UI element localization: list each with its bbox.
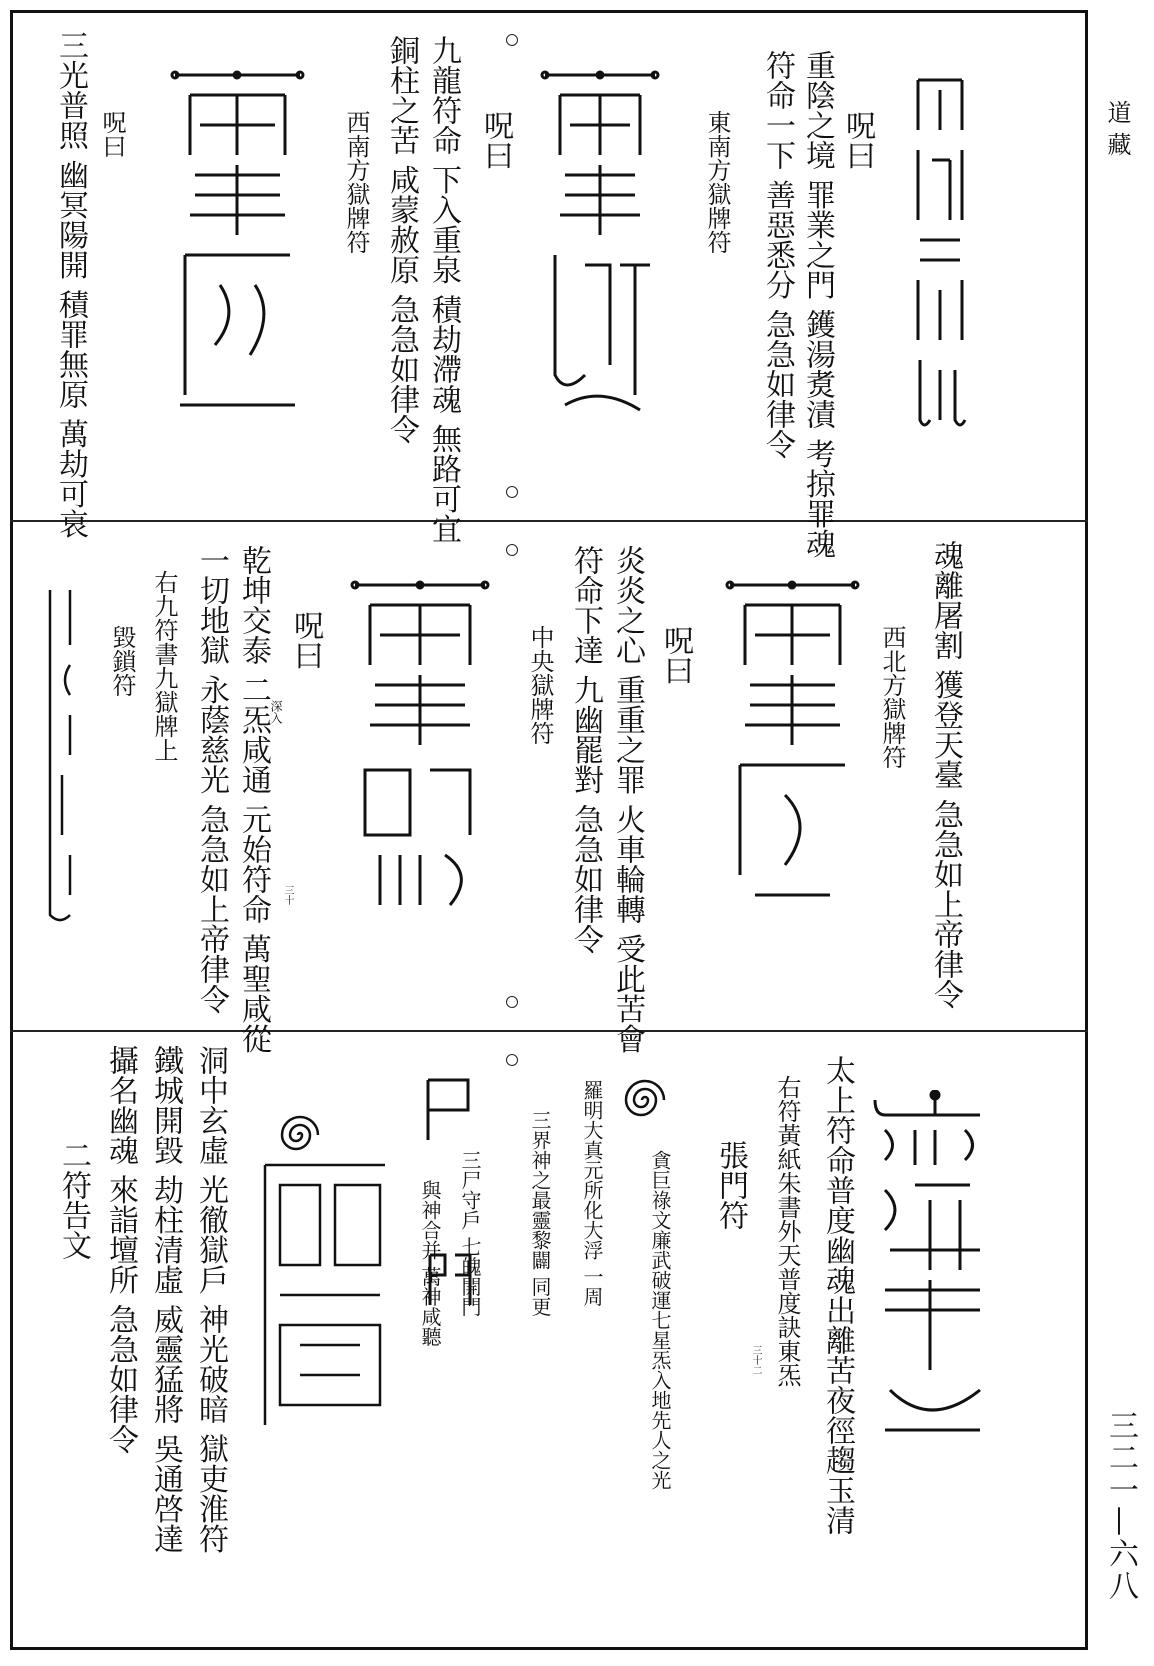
spell-line: 魂離屠割 獲登天臺 急急如上帝律令: [928, 540, 963, 1010]
spell-line: 炎炎之心 重重之罪 火車輪轉 受此苦會: [610, 545, 645, 1054]
talisman-seal-icon: [260, 1105, 390, 1435]
binding-hole: [506, 1054, 518, 1066]
panel-divider-bottom: [10, 1030, 1088, 1032]
spell-line: 洞中玄虛 光徹獄戶 神光破暗 獄吏淮符: [193, 1045, 228, 1554]
spell-line: 重陰之境 罪業之門 鑊湯煑漬 考掠罪魂: [800, 50, 835, 559]
spell-line: 乾坤交泰 二炁咸通 元始符命 萬聖咸從: [236, 545, 271, 1054]
spell-line: 三光普照 幽冥陽開 積罪無原 萬劫可哀: [53, 30, 88, 539]
talisman-seal-icon: [870, 1090, 995, 1450]
caption-line: 右九符書九獄牌上: [150, 570, 178, 762]
binding-hole: [506, 486, 518, 498]
talisman-caption: 西北方獄牌符: [878, 625, 906, 769]
spell-heading: 呪曰: [478, 110, 513, 170]
spell-line: 符命下達 九幽罷對 急急如律令: [568, 545, 603, 955]
talisman-seal-icon: [350, 575, 490, 915]
page-number: 三二一—六八: [1103, 1410, 1138, 1602]
talisman-caption: 中央獄牌符: [526, 625, 554, 745]
spell-line: 一切地獄 永蔭慈光 急急如上帝律令: [194, 545, 229, 1015]
talisman-seal-icon: [725, 575, 860, 910]
spell-line: 鐵城開毀 劫柱清虛 威靈猛將 吳通啓達: [148, 1045, 183, 1554]
talisman-seal-icon: [170, 65, 305, 425]
collection-label: 道藏: [1103, 100, 1131, 164]
spell-line: 銅柱之苦 咸蒙赦原 急急如律令: [384, 35, 419, 445]
talisman-glyph-icon: [425, 1250, 475, 1310]
talisman-caption: 東南方獄牌符: [703, 110, 731, 254]
talisman-caption: 右符黃紙朱書外天普度訣東炁: [773, 1075, 801, 1387]
side-note: 三十: [282, 885, 293, 905]
talisman-seal-icon: [540, 65, 660, 425]
spell-line: 三尸守戶 七魄開門: [458, 1150, 482, 1317]
spell-line: 九龍符命 下入重泉 積劫滯魂 無路可宜: [426, 35, 461, 544]
panel-divider-top: [10, 520, 1088, 522]
spell-line: 與神合并 萬神咸聽: [418, 1180, 442, 1347]
spell-line: 攝名幽魂 來詣壇所 急急如律令: [103, 1045, 138, 1455]
spell-line: 符命一下 善惡悉分 急急如律令: [760, 50, 795, 460]
spell-line: 羅明大真元所化大浮 一周: [580, 1080, 604, 1307]
spell-heading: 呪曰: [98, 110, 126, 158]
spell-note: 深入: [269, 700, 283, 724]
caption-line: 毀鎖符: [108, 625, 136, 697]
spell-heading: 呪曰: [840, 110, 875, 170]
spell-heading: 呪曰: [288, 610, 323, 670]
spell-heading: 呪曰: [658, 625, 693, 685]
binding-hole: [506, 544, 518, 556]
binding-hole: [506, 34, 518, 46]
side-note: 三十二: [750, 1345, 761, 1375]
spell-line: 貪巨祿文廉武破運七星炁入地先人之光: [648, 1150, 672, 1490]
talisman-seal-icon: [910, 70, 970, 440]
talisman-title: 張門符: [713, 1140, 748, 1230]
binding-hole: [506, 996, 518, 1008]
spell-line: 三界神之最靈黎闢 同更: [528, 1110, 552, 1317]
talisman-caption: 西南方獄牌符: [342, 110, 370, 254]
spiral-icon: [620, 1075, 670, 1125]
talisman-seal-icon: [40, 585, 85, 925]
talisman-glyph-icon: [420, 1075, 475, 1145]
section-title: 二符告文: [56, 1140, 91, 1260]
spell-line: 太上符命普度幽魂出離苦夜徑趨玉清: [820, 1055, 855, 1535]
